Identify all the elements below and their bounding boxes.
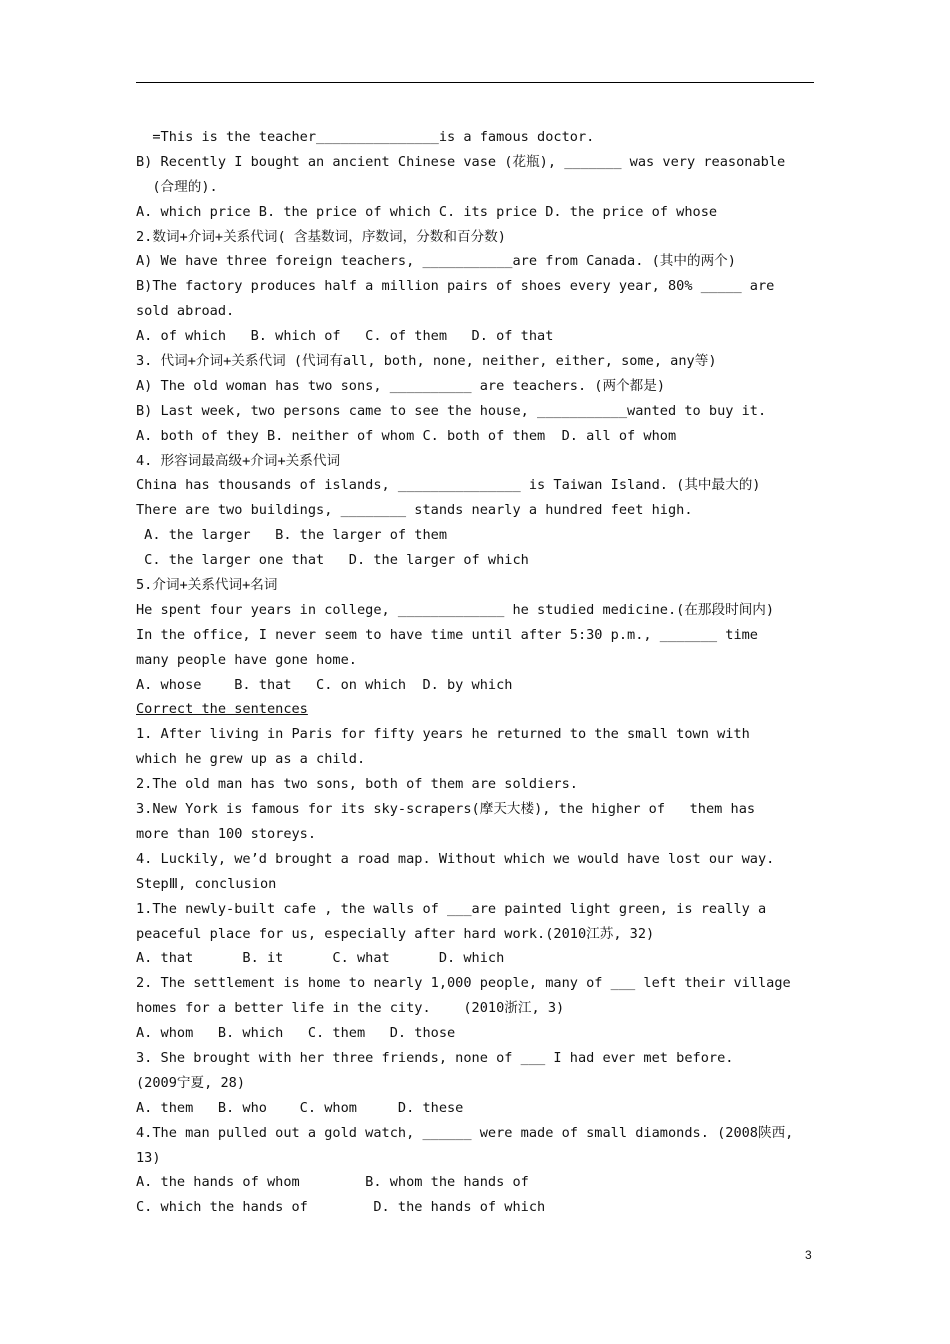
text-line: B) Last week, two persons came to see the house, ___________wanted to buy it.: [136, 402, 767, 419]
text-line: B)The factory produces half a million pairs of shoes every year, 80% _____ are: [136, 278, 775, 295]
text-line: StepⅢ, conclusion: [136, 875, 277, 892]
text-line: He spent four years in college, _____________ he studied medicine.(在那段时间内): [136, 601, 775, 618]
text-line: homes for a better life in the city. (2010浙江, 3): [136, 1000, 565, 1017]
text-line: 2.The old man has two sons, both of them are soldiers.: [136, 776, 578, 793]
text-line: A. them B. who C. whom D. these: [136, 1099, 464, 1116]
text-line: 3.New York is famous for its sky-scrapers(摩天大楼), the higher of them has: [136, 801, 756, 818]
text-line: China has thousands of islands, _______________ is Taiwan Island. (其中最大的): [136, 477, 761, 494]
text-line: 1. After living in Paris for fifty years he returned to the small town with: [136, 726, 750, 743]
header-rule: [136, 82, 814, 83]
text-line: many people have gone home.: [136, 651, 357, 668]
text-line: sold abroad.: [136, 303, 235, 320]
text-line: 4. Luckily, we’d brought a road map. Without which we would have lost our way.: [136, 850, 775, 867]
text-line: A. the hands of whom B. whom the hands of: [136, 1174, 529, 1191]
text-line: 2. The settlement is home to nearly 1,000 people, many of ___ left their village: [136, 975, 791, 992]
text-line: 4.The man pulled out a gold watch, ______ were made of small diamonds. (2008陕西,: [136, 1124, 794, 1141]
page-number: 3: [805, 1248, 812, 1262]
text-line: which he grew up as a child.: [136, 751, 366, 768]
text-line: B) Recently I bought an ancient Chinese vase (花瓶), _______ was very reasonable: [136, 153, 786, 170]
text-line: 5.介词+关系代词+名词: [136, 577, 278, 594]
text-line: A. both of they B. neither of whom C. both of them D. all of whom: [136, 427, 677, 444]
text-line: A. the larger B. the larger of them: [136, 527, 447, 544]
text-line: A) We have three foreign teachers, ___________are from Canada. (其中的两个): [136, 253, 736, 270]
text-line: 2.数词+介词+关系代词( 含基数词，序数词，分数和百分数): [136, 228, 506, 245]
text-line: peaceful place for us, especially after hard work.(2010江苏, 32): [136, 925, 655, 942]
text-line: In the office, I never seem to have time until after 5:30 p.m., _______ time: [136, 626, 758, 643]
text-line: C. which the hands of D. the hands of which: [136, 1199, 546, 1216]
text-line: A. of which B. which of C. of them D. of that: [136, 328, 554, 345]
document-body: [136, 125, 826, 1220]
text-line: =This is the teacher_______________is a famous doctor.: [136, 129, 595, 145]
text-line: A. that B. it C. what D. which: [136, 950, 505, 967]
text-line: There are two buildings, ________ stands nearly a hundred feet high.: [136, 502, 693, 519]
text-line: 4. 形容词最高级+介词+关系代词: [136, 452, 341, 469]
text-line: A) The old woman has two sons, __________ are teachers. (两个都是): [136, 377, 666, 394]
text-line: A. whom B. which C. them D. those: [136, 1025, 456, 1042]
text-line: C. the larger one that D. the larger of which: [136, 552, 529, 569]
text-line: 3. She brought with her three friends, none of ___ I had ever met before.: [136, 1049, 734, 1066]
section-heading: Correct the sentences: [136, 701, 308, 718]
text-line: (2009宁夏, 28): [136, 1074, 246, 1091]
text-line: A. which price B. the price of which C. its price D. the price of whose: [136, 203, 718, 220]
text-line: 1.The newly-built cafe , the walls of ___are painted light green, is really a: [136, 900, 767, 917]
text-line: (合理的).: [136, 178, 218, 195]
text-line: 3. 代词+介词+关系代词 (代词有all, both, none, neither, either, some, any等): [136, 353, 717, 370]
text-line: 13): [136, 1149, 161, 1166]
text-line: A. whose B. that C. on which D. by which: [136, 676, 513, 693]
text-line: more than 100 storeys.: [136, 825, 317, 842]
